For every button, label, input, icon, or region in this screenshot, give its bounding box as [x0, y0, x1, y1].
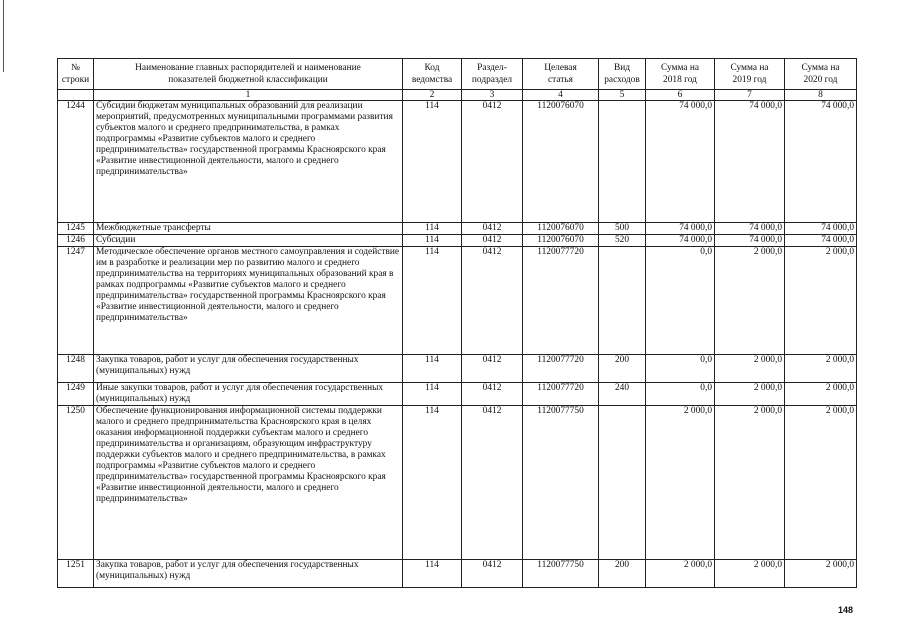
row-number: 1251 [58, 560, 94, 588]
header-label: Вид расходов [604, 63, 640, 85]
margin-rule [3, 0, 4, 72]
row-number: 1247 [58, 247, 94, 355]
row-target-article: 1120076070 [523, 235, 599, 247]
column-number-cell: 5 [599, 90, 646, 101]
row-expense-type: 500 [599, 223, 646, 235]
row-sum-2018: 74 000,0 [646, 223, 715, 235]
header-cell [715, 59, 785, 90]
row-section: 0412 [462, 223, 523, 235]
header-cell [403, 59, 462, 90]
row-number: 1245 [58, 223, 94, 235]
table-row [58, 235, 857, 247]
row-number: 1246 [58, 235, 94, 247]
row-expense-type [599, 406, 646, 560]
row-target-article: 1120077720 [523, 383, 599, 406]
row-section: 0412 [462, 101, 523, 223]
row-sum-2019: 2 000,0 [715, 383, 785, 406]
column-number-cell: 7 [715, 90, 785, 101]
row-target-article: 1120077750 [523, 560, 599, 588]
table-row [58, 101, 857, 223]
row-sum-2018: 74 000,0 [646, 101, 715, 223]
row-sum-2020: 2 000,0 [785, 406, 857, 560]
header-cell [646, 59, 715, 90]
column-number-cell [58, 90, 94, 101]
row-target-article: 1120077750 [523, 406, 599, 560]
column-number-cell: 1 [94, 90, 403, 101]
row-name: Субсидии [94, 235, 403, 247]
column-number-cell: 3 [462, 90, 523, 101]
row-section: 0412 [462, 383, 523, 406]
row-name: Обеспечение функционирования информационной системы поддержки малого и среднего предпринимательства Красноярского края в целях оказания информационной поддержки субъектам малого и среднего предпринимательства и организациям, образующим инфраструктуру поддержки субъектов малого и среднего предпринимательства, в рамках подпрограммы «Развитие субъектов малого и среднего предпринимательства» государственной программы Красноярского края «Развитие инвестиционной деятельности, малого и среднего предпринимательства» [94, 406, 403, 560]
row-section: 0412 [462, 560, 523, 588]
table-row [58, 355, 857, 383]
row-number: 1250 [58, 406, 94, 560]
row-section: 0412 [462, 247, 523, 355]
row-sum-2020: 2 000,0 [785, 560, 857, 588]
row-expense-type: 200 [599, 355, 646, 383]
row-dept-code: 114 [403, 406, 462, 560]
header-label: Сумма на 2018 год [660, 63, 700, 85]
row-sum-2019: 74 000,0 [715, 235, 785, 247]
row-sum-2018: 0,0 [646, 247, 715, 355]
row-sum-2020: 74 000,0 [785, 101, 857, 223]
column-number-cell: 4 [523, 90, 599, 101]
row-dept-code: 114 [403, 383, 462, 406]
row-target-article: 1120077720 [523, 355, 599, 383]
row-sum-2019: 74 000,0 [715, 101, 785, 223]
row-dept-code: 114 [403, 355, 462, 383]
row-number: 1244 [58, 101, 94, 223]
row-name: Закупка товаров, работ и услуг для обеспечения государственных (муниципальных) нужд [94, 355, 403, 383]
header-cell [523, 59, 599, 90]
row-section: 0412 [462, 406, 523, 560]
row-number: 1249 [58, 383, 94, 406]
row-name: Закупка товаров, работ и услуг для обеспечения государственных (муниципальных) нужд [94, 560, 403, 588]
row-target-article: 1120077720 [523, 247, 599, 355]
table-row [58, 383, 857, 406]
row-sum-2019: 2 000,0 [715, 247, 785, 355]
column-number-cell: 2 [403, 90, 462, 101]
header-label: № строки [61, 63, 90, 85]
row-name: Субсидии бюджетам муниципальных образований для реализации мероприятий, предусмотренных муниципальными программами развития субъектов малого и среднего предпринимательства, в рамках подпрограммы «Развитие субъектов малого и среднего предпринимательства» государственной программы Красноярского края «Развитие инвестиционной деятельности, малого и среднего предпринимательства» [94, 101, 403, 223]
row-section: 0412 [462, 235, 523, 247]
row-section: 0412 [462, 355, 523, 383]
budget-table [57, 58, 857, 588]
header-cell [58, 59, 94, 90]
row-sum-2020: 74 000,0 [785, 223, 857, 235]
header-label: Наименование главных распорядителей и наименование показателей бюджетной классификации [135, 63, 361, 85]
row-dept-code: 114 [403, 223, 462, 235]
header-label: Сумма на 2019 год [730, 63, 769, 85]
row-sum-2020: 2 000,0 [785, 247, 857, 355]
row-sum-2019: 2 000,0 [715, 406, 785, 560]
header-cell [462, 59, 523, 90]
row-name: Межбюджетные трансферты [94, 223, 403, 235]
row-sum-2019: 74 000,0 [715, 223, 785, 235]
header-row [58, 59, 857, 90]
header-label: Сумма на 2020 год [801, 63, 840, 85]
column-number-row [58, 90, 857, 101]
row-dept-code: 114 [403, 560, 462, 588]
row-dept-code: 114 [403, 247, 462, 355]
header-label: Целевая статья [544, 63, 577, 85]
table-row [58, 247, 857, 355]
table-row [58, 406, 857, 560]
page-number: 148 [837, 605, 853, 615]
row-name: Методическое обеспечение органов местного самоуправления и содействие им в разработке и реализации мер по развитию малого и среднего предпринимательства на территориях муниципальных образований края в рамках подпрограммы «Развитие субъектов малого и среднего предпринимательства» государственной программы Красноярского края «Развитие инвестиционной деятельности, малого и среднего предпринимательства» [94, 247, 403, 355]
row-sum-2020: 74 000,0 [785, 235, 857, 247]
row-sum-2018: 0,0 [646, 355, 715, 383]
row-dept-code: 114 [403, 235, 462, 247]
header-cell [599, 59, 646, 90]
row-sum-2020: 2 000,0 [785, 383, 857, 406]
row-sum-2018: 2 000,0 [646, 406, 715, 560]
row-sum-2019: 2 000,0 [715, 355, 785, 383]
row-expense-type [599, 247, 646, 355]
column-number-cell: 8 [785, 90, 857, 101]
row-target-article: 1120076070 [523, 101, 599, 223]
row-name: Иные закупки товаров, работ и услуг для обеспечения государственных (муниципальных) нужд [94, 383, 403, 406]
table-row [58, 560, 857, 588]
column-number-cell: 6 [646, 90, 715, 101]
row-target-article: 1120076070 [523, 223, 599, 235]
row-sum-2018: 0,0 [646, 383, 715, 406]
header-cell [785, 59, 857, 90]
row-expense-type [599, 101, 646, 223]
row-sum-2019: 2 000,0 [715, 560, 785, 588]
row-expense-type: 520 [599, 235, 646, 247]
row-expense-type: 200 [599, 560, 646, 588]
row-number: 1248 [58, 355, 94, 383]
table-row [58, 223, 857, 235]
header-label: Раздел- подраздел [471, 63, 513, 85]
row-sum-2018: 74 000,0 [646, 235, 715, 247]
header-label: Код ведомства [411, 63, 453, 85]
header-cell [94, 59, 403, 90]
row-sum-2020: 2 000,0 [785, 355, 857, 383]
row-sum-2018: 2 000,0 [646, 560, 715, 588]
row-dept-code: 114 [403, 101, 462, 223]
row-expense-type: 240 [599, 383, 646, 406]
